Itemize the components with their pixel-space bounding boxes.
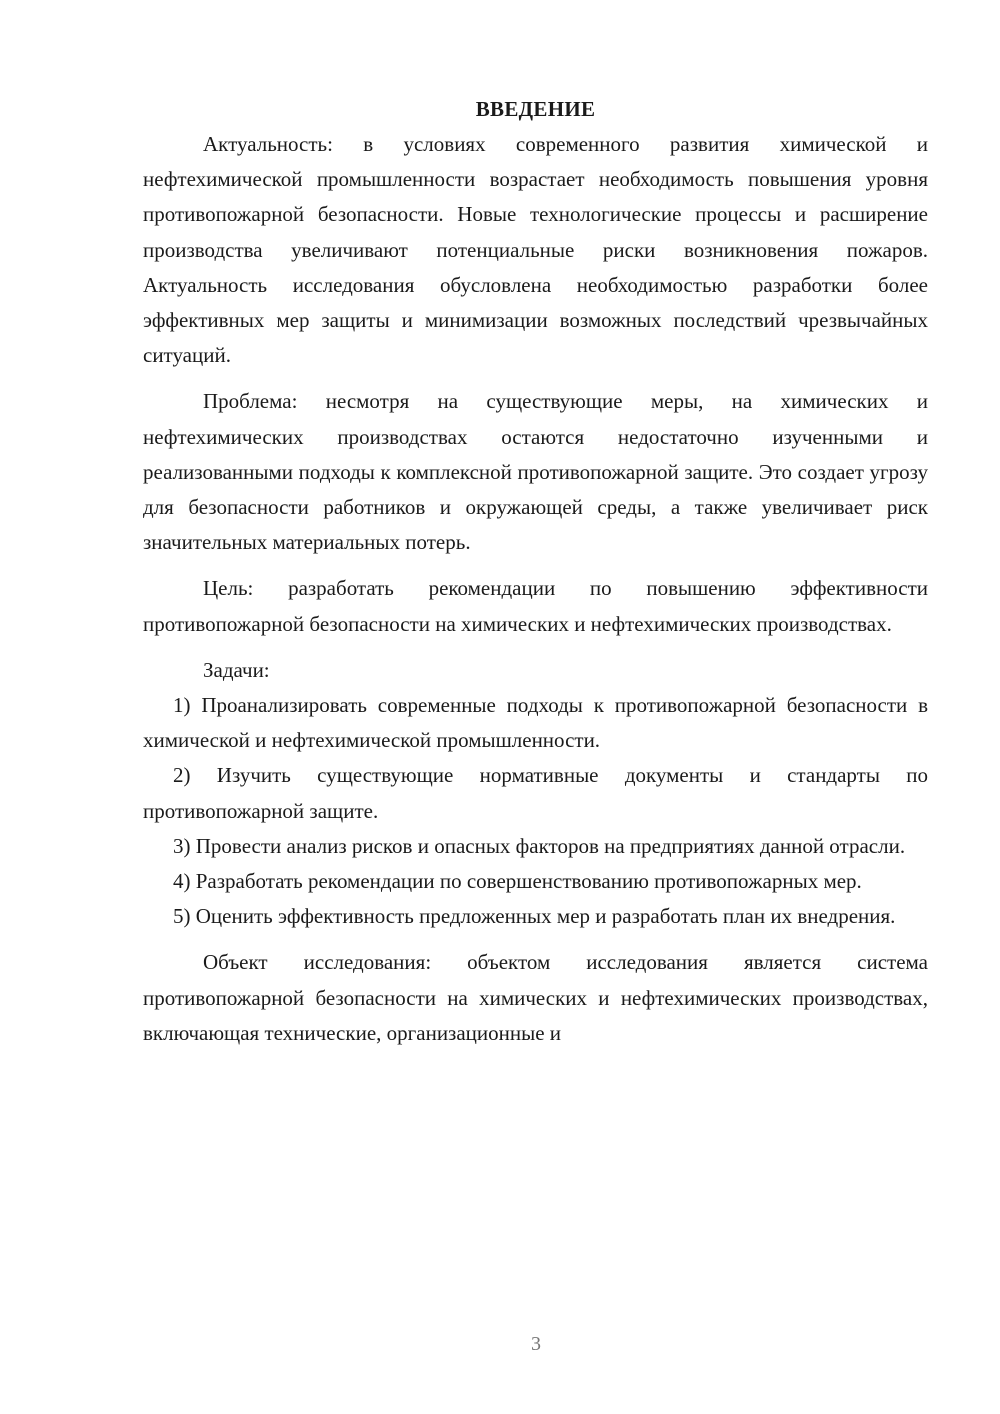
task-item-2: 2) Изучить существующие нормативные документы и стандарты по противопожарной защите. [143, 763, 928, 823]
page-content [143, 92, 928, 1051]
tasks-heading: Задачи: [203, 657, 270, 682]
goal-paragraph: Цель: разработать рекомендации по повышению эффективности противопожарной безопасности на химических и нефтехимических производствах. [143, 576, 928, 636]
tasks-list [143, 688, 928, 934]
section-title: ВВЕДЕНИЕ [475, 97, 596, 121]
task-item-4: 4) Разработать рекомендации по совершенствованию противопожарных мер. [173, 869, 862, 894]
problem-paragraph: Проблема: несмотря на существующие меры, на химических и нефтехимических производствах остаются недостаточно изученными и реализованными подходы к комплексной противопожарной защите. Это создает угрозу для безопасности работников и окружающей среды, а также увеличивает риск значительных материальных потерь. [143, 389, 928, 555]
task-item-5: 5) Оценить эффективность предложенных мер и разработать план их внедрения. [173, 904, 896, 929]
task-item-1: 1) Проанализировать современные подходы к противопожарной безопасности в химической и нефтехимической промышленности. [143, 693, 928, 753]
task-item-3: 3) Провести анализ рисков и опасных факторов на предприятиях данной отрасли. [173, 833, 906, 858]
object-paragraph: Объект исследования: объектом исследования является система противопожарной безопасности на химических и нефтехимических производствах, включающая технические, организационные и [143, 950, 928, 1045]
relevance-paragraph: Актуальность: в условиях современного развития химической и нефтехимической промышленности возрастает необходимость повышения уровня противопожарной безопасности. Новые технологические процессы и расширение производства увеличивают потенциальные риски возникновения пожаров. Актуальность исследования обусловлена необходимостью разработки более эффективных мер защиты и минимизации возможных последствий чрезвычайных ситуаций. [143, 132, 928, 368]
page-number: 3 [531, 1333, 541, 1355]
